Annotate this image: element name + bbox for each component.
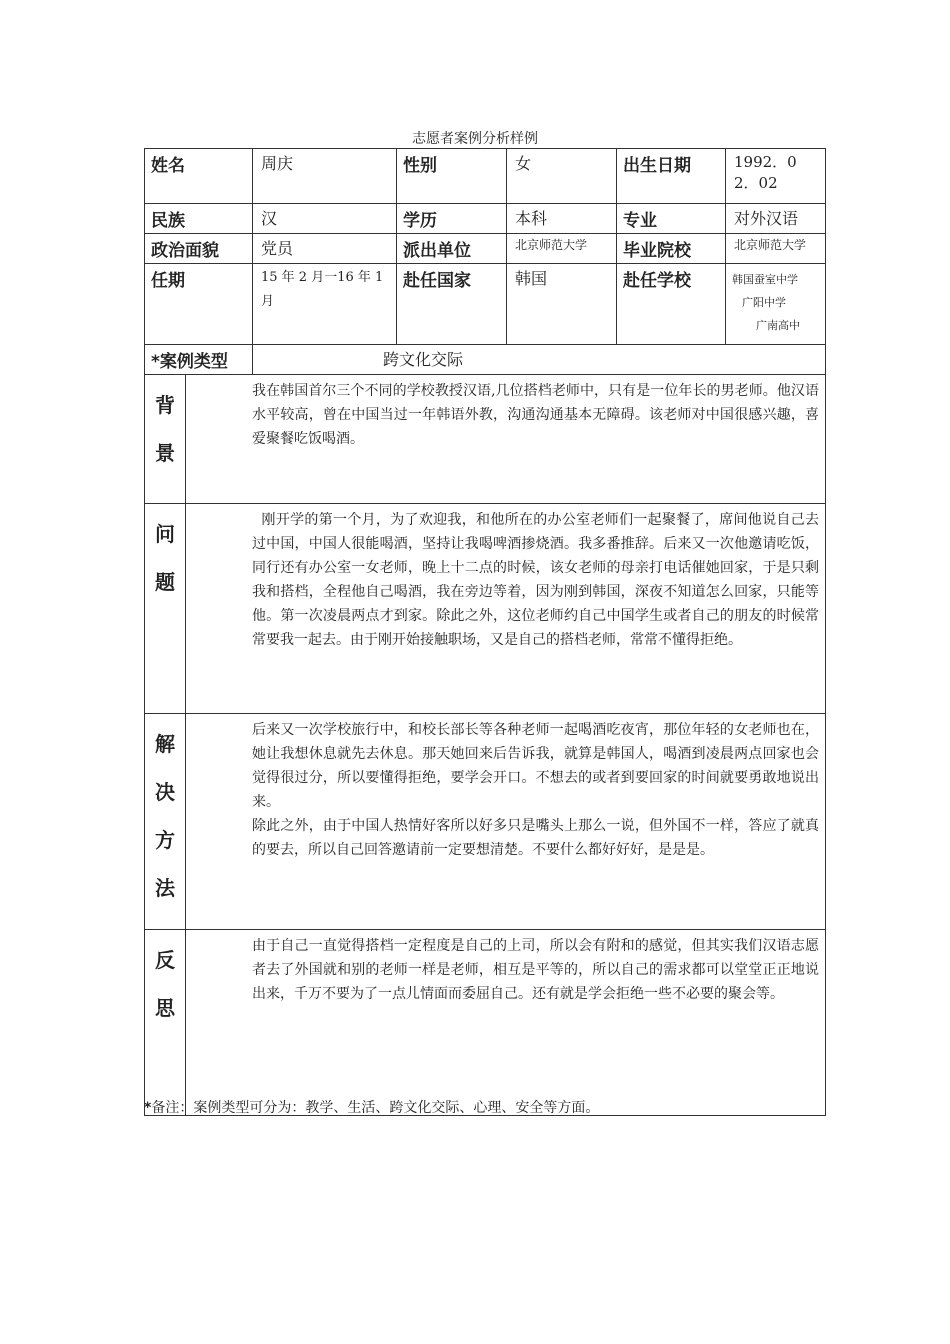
name-value: 周庆 [253,149,397,204]
post-school-item: 韩国蚕室中学 [732,273,798,286]
solution-section-label [145,714,186,930]
section-char: 解 [155,732,175,756]
ethnicity-value: 汉 [253,204,397,234]
gender-value: 女 [507,149,617,204]
page-title: 志愿者案例分析样例 [412,131,538,147]
problem-text: 刚开学的第一个月，为了欢迎我，和他所在的办公室老师们一起聚餐了，席间他说自己去过中国，中国人很能喝酒，坚持让我喝啤酒掺烧酒。我多番推辞。后来又一次他邀请吃饭，同行还有办公室一女老师，晚上十二点的时候，该女老师的母亲打电话催她回家，于是只剩我和搭档，全程他自己喝酒，我在旁边等着，因为刚到韩国，深夜不知道怎么回家，只能等他。第一次凌晨两点才到家。除此之外，这位老师约自己中国学生或者自己的朋友的时候常常要我一起去。由于刚开始接触职场，又是自己的搭档老师，常常不懂得拒绝。 [186,504,826,714]
birth-value: 1992．02．02 [726,149,826,204]
footnote-text: 备注：案例类型可分为：教学、生活、跨文化交际、心理、安全等方面。 [151,1100,600,1116]
birth-label: 出生日期 [617,149,726,204]
footnote-mark: * [144,1100,152,1116]
name-label: 姓名 [145,149,253,204]
graduation-school-label: 毕业院校 [617,234,726,264]
footnote [144,1097,599,1117]
term-label: 任期 [145,264,253,345]
politics-value: 党员 [253,234,397,264]
section-char: 决 [155,780,175,804]
section-char: 背 [155,393,175,417]
section-char: 反 [155,948,175,972]
gender-label: 性别 [397,149,507,204]
term-value: 15 年 2 月一16 年 1月 [253,264,397,345]
post-school-label: 赴任学校 [617,264,726,345]
country-label: 赴任国家 [397,264,507,345]
graduation-school-value: 北京师范大学 [726,234,826,264]
dispatch-value: 北京师范大学 [507,234,617,264]
major-value: 对外汉语 [726,204,826,234]
post-school-item: 广阳中学 [742,296,786,309]
problem-section-label [145,504,186,714]
reflection-text: 由于自己一直觉得搭档一定程度是自己的上司，所以会有附和的感觉，但其实我们汉语志愿者去了外国就和别的老师一样是老师，相互是平等的，所以自己的需求都可以堂堂正正地说出来，千万不要为了一点儿情面而委屈自己。还有就是学会拒绝一些不必要的聚会等。 [186,930,826,1116]
ethnicity-label: 民族 [145,204,253,234]
section-char: 法 [155,876,175,900]
section-char: 思 [155,996,175,1020]
section-char: 问 [155,522,175,546]
section-char: 景 [155,441,175,465]
case-type-label: *案例类型 [145,345,253,375]
solution-text [186,714,826,930]
major-label: 专业 [617,204,726,234]
politics-label: 政治面貌 [145,234,253,264]
case-type-value: 跨文化交际 [253,345,826,375]
education-value: 本科 [507,204,617,234]
case-form-table [144,148,826,1116]
solution-paragraph: 后来又一次学校旅行中，和校长部长等各种老师一起喝酒吃夜宵，那位年轻的女老师也在，她让我想休息就先去休息。那天她回来后告诉我，就算是韩国人，喝酒到凌晨两点回家也会觉得很过分，所以要懂得拒绝，要学会开口。不想去的或者到要回家的时间就要勇敢地说出来。 [252,722,819,810]
dispatch-label: 派出单位 [397,234,507,264]
post-school-item: 广南高中 [756,319,800,332]
section-char: 方 [155,828,175,852]
background-section-label [145,375,186,504]
country-value: 韩国 [507,264,617,345]
section-char: 题 [155,570,175,594]
education-label: 学历 [397,204,507,234]
background-text: 我在韩国首尔三个不同的学校教授汉语,几位搭档老师中，只有是一位年长的男老师。他汉语水平较高，曾在中国当过一年韩语外教，沟通沟通基本无障碍。该老师对中国很感兴趣，喜爱聚餐吃饭喝酒。 [186,375,826,504]
solution-paragraph: 除此之外，由于中国人热情好客所以好多只是嘴头上那么一说，但外国不一样，答应了就真的要去，所以自己回答邀请前一定要想清楚。不要什么都好好好，是是是。 [252,818,819,858]
reflection-section-label [145,930,186,1116]
post-school-list [726,264,826,345]
